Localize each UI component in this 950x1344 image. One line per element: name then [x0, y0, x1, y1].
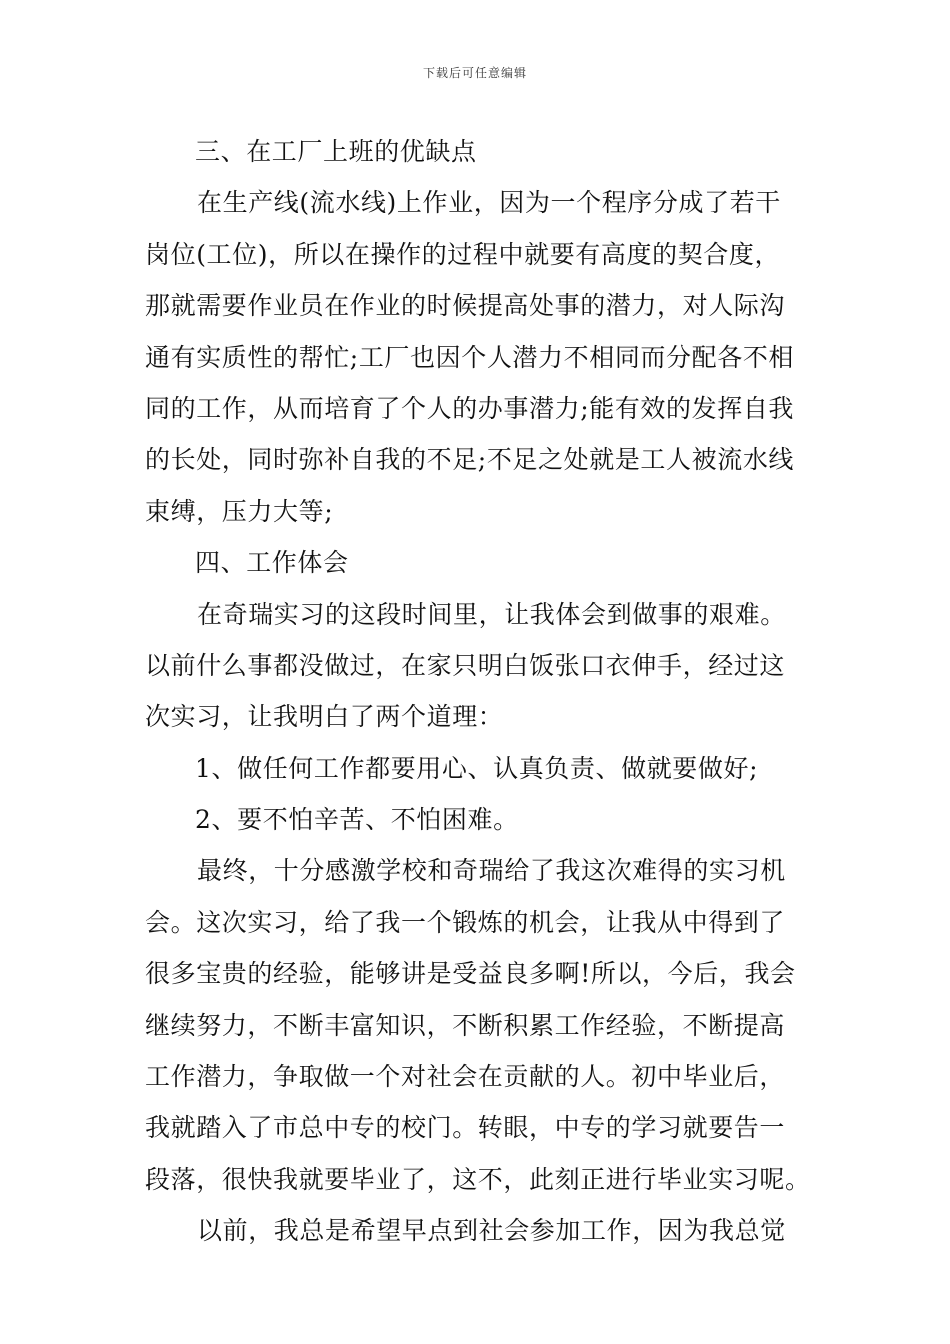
paragraph-line: 段落，很快我就要毕业了，这不，此刻正进行毕业实习呢。 — [145, 1164, 811, 1194]
document-body — [145, 126, 809, 1257]
paragraph-line: 束缚，压力大等; — [145, 496, 334, 526]
paragraph-line: 通有实质性的帮忙;工厂也因个人潜力不相同而分配各不相 — [145, 342, 795, 372]
section-heading: 三、在工厂上班的优缺点 — [195, 137, 477, 166]
paragraph-line: 我就踏入了市总中专的校门。转眼，中专的学习就要告一 — [145, 1113, 786, 1143]
paragraph-line: 次实习，让我明白了两个道理： — [145, 702, 504, 732]
paragraph-line: 以前什么事都没做过，在家只明白饭张口衣伸手，经过这 — [145, 650, 786, 680]
paragraph-line: 继续努力，不断丰富知识，不断积累工作经验，不断提高 — [145, 1010, 786, 1040]
paragraph-line: 工作潜力，争取做一个对社会在贡献的人。初中毕业后， — [145, 1062, 786, 1092]
paragraph-line: 在生产线(流水线)上作业，因为一个程序分成了若干 — [197, 188, 781, 218]
paragraph-line: 岗位(工位)，所以在操作的过程中就要有高度的契合度， — [145, 239, 781, 269]
section-heading: 四、工作体会 — [195, 548, 349, 578]
list-item: 1、做任何工作都要用心、认真负责、做就要做好; — [195, 753, 759, 783]
paragraph-line: 那就需要作业员在作业的时候提高处事的潜力，对人际沟 — [145, 291, 786, 321]
paragraph-line: 在奇瑞实习的这段时间里，让我体会到做事的艰难。 — [197, 599, 786, 629]
paragraph-line: 会。这次实习，给了我一个锻炼的机会，让我从中得到了 — [145, 907, 786, 937]
paragraph-line: 同的工作，从而培育了个人的办事潜力;能有效的发挥自我 — [145, 393, 795, 423]
paragraph-line: 很多宝贵的经验，能够讲是受益良多啊!所以，今后，我会 — [145, 959, 796, 989]
paragraph-line: 最终，十分感激学校和奇瑞给了我这次难得的实习机 — [197, 856, 786, 886]
page-header: 下载后可任意编辑 — [422, 66, 527, 80]
paragraph-line: 以前，我总是希望早点到社会参加工作，因为我总觉 — [197, 1216, 786, 1246]
paragraph-line: 的长处，同时弥补自我的不足;不足之处就是工人被流水线 — [145, 445, 795, 475]
list-item: 2、要不怕辛苦、不怕困难。 — [195, 805, 519, 835]
